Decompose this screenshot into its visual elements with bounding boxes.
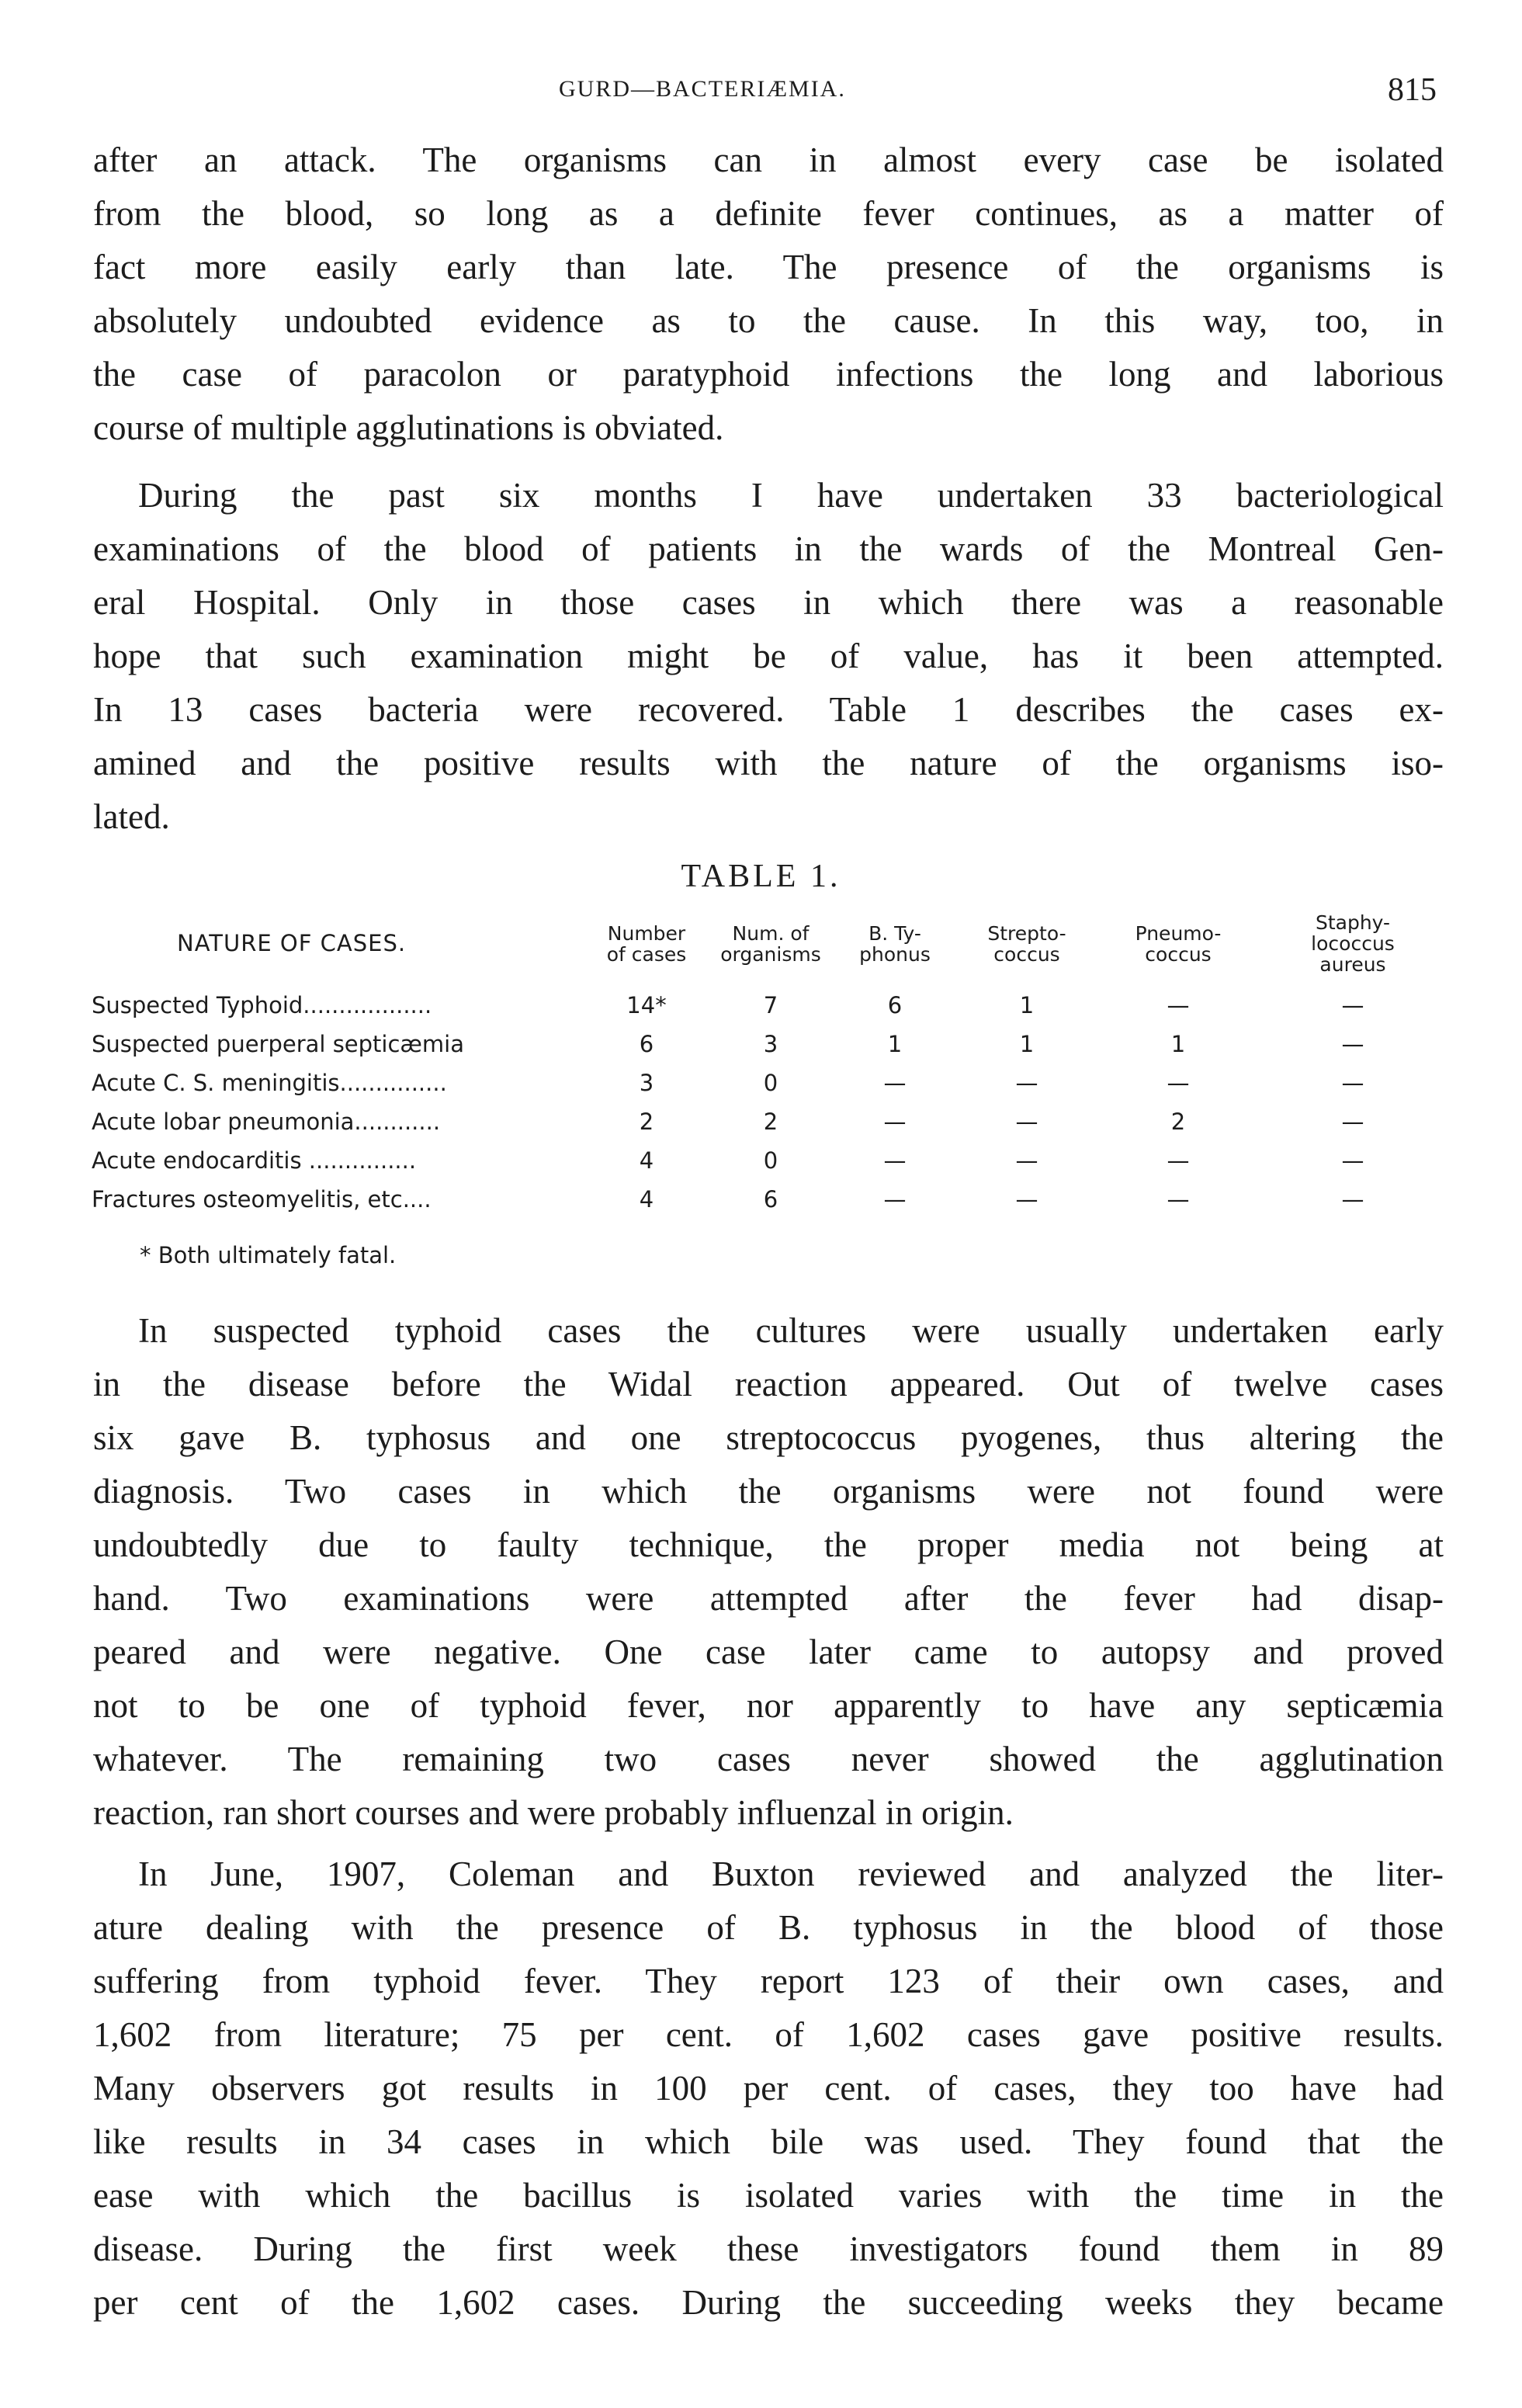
text-line: peared and were negative. One case later came to autopsy and proved — [93, 1633, 1444, 1671]
cell-pneumo: 1 — [1170, 1031, 1186, 1057]
cell-pneumo: — — [1167, 992, 1190, 1018]
running-head: GURD—BACTERIÆMIA. — [559, 76, 846, 102]
col-header-line: Staphy- — [1315, 911, 1391, 934]
text-line: six gave B. typhosus and one streptococcus pyogenes, thus altering the — [93, 1418, 1444, 1457]
col-header-nature: NATURE OF CASES. — [177, 930, 407, 956]
text-line: the case of paracolon or paratyphoid infections the long and laborious — [93, 355, 1444, 394]
cell-case: Suspected puerperal septicæmia — [92, 1031, 464, 1057]
cell-number: 6 — [639, 1031, 654, 1057]
cell-organisms: 2 — [763, 1109, 778, 1135]
cell-organisms: 0 — [763, 1147, 778, 1174]
cell-case: Fractures osteomyelitis, etc.... — [92, 1186, 432, 1213]
text-line: Many observers got results in 100 per cent. of cases, they too have had — [93, 2069, 1444, 2108]
cell-typhosus: 6 — [887, 992, 903, 1018]
cell-number: 2 — [639, 1109, 654, 1135]
col-header-number — [588, 912, 705, 986]
table-header-row — [92, 912, 1450, 986]
cell-typhosus: — — [883, 1109, 907, 1135]
cell-case: Suspected Typhoid.................. — [92, 992, 432, 1018]
cell-typhosus: — — [883, 1186, 907, 1213]
text-line: hope that such examination might be of value, has it been attempted. — [93, 637, 1444, 675]
col-header-line: Pneumo- — [1135, 921, 1222, 945]
text-line: suffering from typhoid fever. They report 123 of their own cases, and — [93, 1962, 1444, 2000]
cell-number: 4 — [639, 1147, 654, 1174]
cell-number: 4 — [639, 1186, 654, 1213]
cell-typhosus: — — [883, 1147, 907, 1174]
cell-strepto: — — [1015, 1147, 1038, 1174]
col-header-line: coccus — [993, 942, 1060, 966]
cell-typhosus: — — [883, 1070, 907, 1096]
col-header-line: organisms — [720, 942, 821, 966]
page-number: 815 — [1388, 72, 1437, 108]
table-title: TABLE 1. — [681, 859, 841, 894]
col-header-strepto — [953, 912, 1101, 986]
text-line: hand. Two examinations were attempted after the fever had disap- — [93, 1579, 1444, 1618]
cell-number: 14* — [626, 992, 667, 1018]
paragraph-1 — [93, 134, 1444, 455]
text-line: eral Hospital. Only in those cases in which there was a reasonable — [93, 583, 1444, 622]
paragraph-2 — [93, 469, 1444, 844]
text-line: fact more easily early than late. The presence of the organisms is — [93, 248, 1444, 286]
col-header-line: lococcus — [1311, 932, 1395, 955]
text-line: reaction, ran short courses and were probably influenzal in origin. — [93, 1793, 1014, 1832]
text-line: disease. During the first week these investigators found them in 89 — [93, 2229, 1444, 2268]
cell-strepto: — — [1015, 1070, 1038, 1096]
cases-table — [92, 912, 1450, 1219]
cell-staph: — — [1341, 1109, 1364, 1135]
text-line: lated. — [93, 797, 170, 836]
text-line: absolutely undoubted evidence as to the cause. In this way, too, in — [93, 301, 1444, 340]
cell-organisms: 6 — [763, 1186, 778, 1213]
cell-pneumo: — — [1167, 1147, 1190, 1174]
paragraph-4 — [93, 1848, 1444, 2330]
cell-typhosus: 1 — [887, 1031, 903, 1057]
text-line: like results in 34 cases in which bile was used. They found that the — [93, 2122, 1444, 2161]
text-line: after an attack. The organisms can in almost every case be isolated — [93, 141, 1444, 179]
text-line: not to be one of typhoid fever, nor apparently to have any septicæmia — [93, 1686, 1444, 1725]
text-line: whatever. The remaining two cases never showed the agglutination — [93, 1740, 1444, 1778]
col-header-line: aureus — [1319, 953, 1386, 976]
text-line: In 13 cases bacteria were recovered. Table 1 describes the cases ex- — [93, 690, 1444, 729]
col-header-pneumo — [1101, 912, 1256, 986]
text-line: amined and the positive results with the nature of the organisms iso- — [93, 744, 1444, 782]
text-line: examinations of the blood of patients in the wards of the Montreal Gen- — [93, 529, 1444, 568]
table-row — [92, 1063, 1450, 1102]
cell-staph: — — [1341, 1031, 1364, 1057]
cell-strepto: 1 — [1019, 1031, 1035, 1057]
text-line: 1,602 from literature; 75 per cent. of 1,602 cases gave positive results. — [93, 2015, 1444, 2054]
text-line: undoubtedly due to faulty technique, the proper media not being at — [93, 1525, 1444, 1564]
col-header-typhosus — [837, 912, 953, 986]
col-header-line: of cases — [606, 942, 687, 966]
table-row — [92, 986, 1450, 1025]
cell-strepto: 1 — [1019, 992, 1035, 1018]
cell-case: Acute endocarditis ............... — [92, 1147, 417, 1174]
text-line: In June, 1907, Coleman and Buxton reviewed and analyzed the liter- — [138, 1855, 1444, 1893]
cell-strepto: — — [1015, 1109, 1038, 1135]
col-header-line: Strepto- — [987, 921, 1066, 945]
cell-staph: — — [1341, 1186, 1364, 1213]
cell-organisms: 3 — [763, 1031, 778, 1057]
cell-pneumo: — — [1167, 1186, 1190, 1213]
text-line: During the past six months I have undertaken 33 bacteriological — [138, 476, 1444, 515]
text-line: In suspected typhoid cases the cultures were usually undertaken early — [138, 1311, 1444, 1350]
page-header — [93, 71, 1437, 118]
col-header-line: phonus — [859, 942, 931, 966]
table-row — [92, 1180, 1450, 1219]
paragraph-3 — [93, 1304, 1444, 1840]
cell-pneumo: — — [1167, 1070, 1190, 1096]
table-row — [92, 1102, 1450, 1141]
cell-organisms: 0 — [763, 1070, 778, 1096]
cell-staph: — — [1341, 992, 1364, 1018]
col-header-organisms — [705, 912, 837, 986]
text-line: per cent of the 1,602 cases. During the succeeding weeks they became — [93, 2283, 1444, 2322]
cell-case: Acute C. S. meningitis............... — [92, 1070, 447, 1096]
text-line: in the disease before the Widal reaction appeared. Out of twelve cases — [93, 1365, 1444, 1404]
table-row — [92, 1025, 1450, 1063]
cell-pneumo: 2 — [1170, 1109, 1186, 1135]
cell-staph: — — [1341, 1070, 1364, 1096]
text-line: diagnosis. Two cases in which the organisms were not found were — [93, 1472, 1444, 1511]
col-header-line: B. Ty- — [868, 921, 921, 945]
col-header-line: coccus — [1145, 942, 1212, 966]
text-line: from the blood, so long as a definite fever continues, as a matter of — [93, 194, 1444, 233]
cell-organisms: 7 — [763, 992, 778, 1018]
col-header-line: Number — [607, 921, 686, 945]
col-header-staph — [1256, 912, 1450, 986]
cell-case: Acute lobar pneumonia............ — [92, 1109, 441, 1135]
cell-number: 3 — [639, 1070, 654, 1096]
col-header-line: Num. of — [732, 921, 810, 945]
table-row — [92, 1141, 1450, 1180]
text-line: ature dealing with the presence of B. typhosus in the blood of those — [93, 1908, 1444, 1947]
text-line: course of multiple agglutinations is obviated. — [93, 408, 724, 447]
table-footnote: * Both ultimately fatal. — [140, 1242, 397, 1268]
cell-strepto: — — [1015, 1186, 1038, 1213]
text-line: ease with which the bacillus is isolated varies with the time in the — [93, 2176, 1444, 2215]
cell-staph: — — [1341, 1147, 1364, 1174]
